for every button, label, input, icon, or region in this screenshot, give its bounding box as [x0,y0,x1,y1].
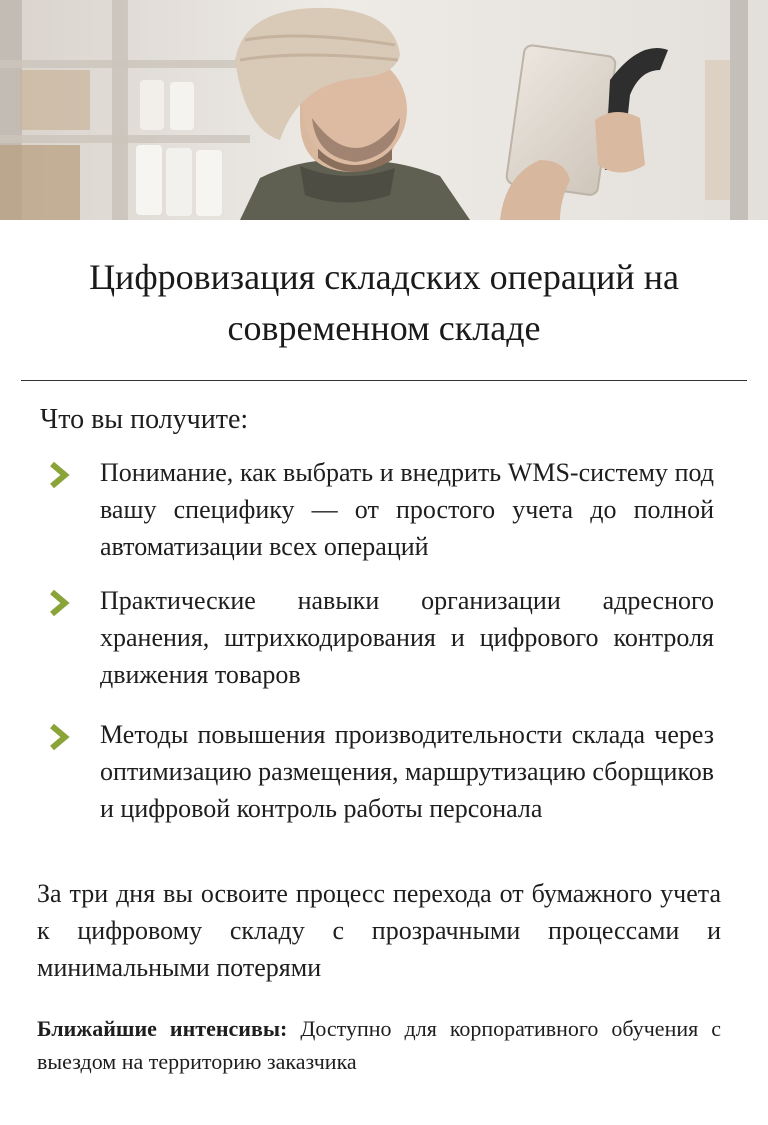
hero-photo [0,0,768,220]
chevron-right-icon [44,722,74,752]
page-title: Цифровизация складских операций на современном складе [89,257,679,348]
summary-paragraph: За три дня вы освоите процесс перехода от бумажного учета к цифровому складу с прозрачными процессами и минимальными потерями [37,879,721,982]
benefit-text: Практические навыки организации адресного хранения, штрихкодирования и цифрового контроля движения товаров [100,586,714,689]
title-divider [21,380,747,381]
benefit-text: Методы повышения производительности склада через оптимизацию размещения, маршрутизацию сборщиков и цифровой контроль работы персонала [100,720,714,823]
chevron-right-icon [44,460,74,490]
benefit-text: Понимание, как выбрать и внедрить WMS-систему под вашу специфику — от простого учета до полной автоматизации всех операций [100,458,714,561]
note-label: Ближайшие интенсивы: [37,1016,288,1041]
chevron-right-icon [44,588,74,618]
upcoming-note [37,1012,721,1078]
note-text: Доступно для корпоративного обучения с выездом на территорию заказчика [37,1016,721,1074]
section-heading: Что вы получите: [40,404,249,435]
